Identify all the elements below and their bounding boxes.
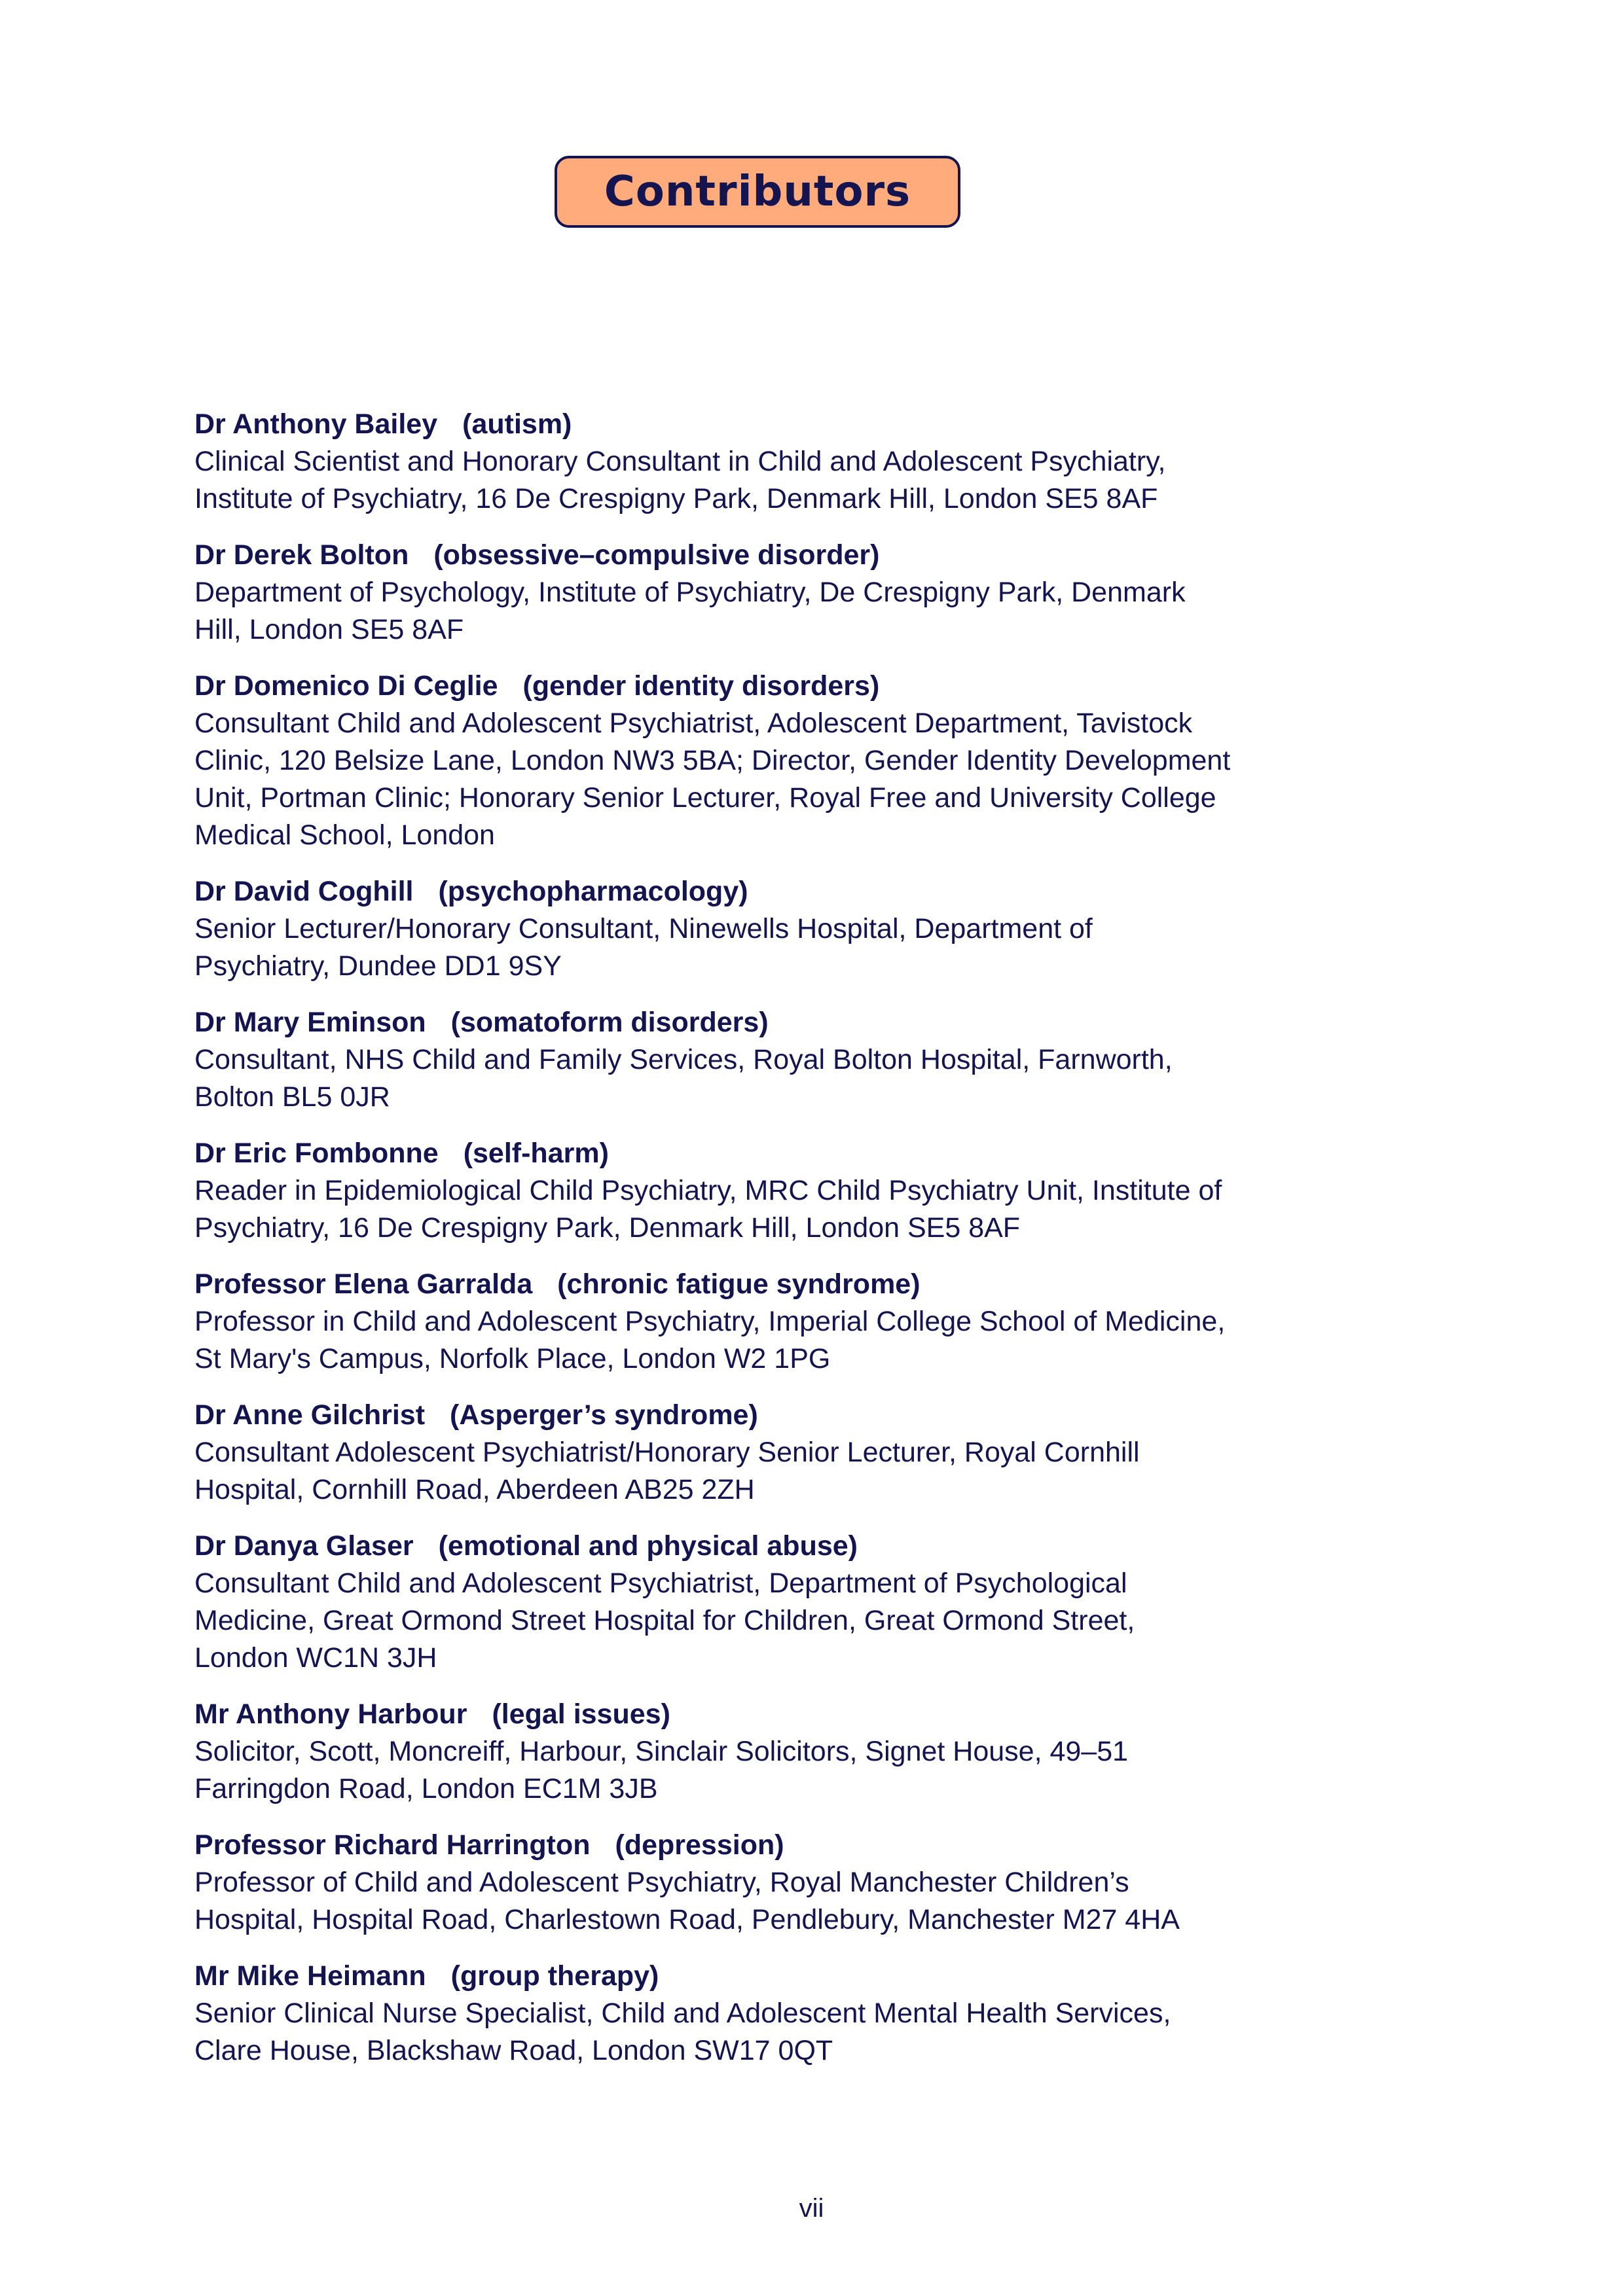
affiliation-line: Clare House, Blackshaw Road, London SW17 0QT — [194, 2035, 833, 2066]
affiliation-line: Hill, London SE5 8AF — [194, 614, 464, 645]
affiliation-line: Senior Lecturer/Honorary Consultant, Ninewells Hospital, Department of — [194, 913, 1093, 944]
affiliation-line: Consultant Child and Adolescent Psychiatrist, Department of Psychological — [194, 1568, 1127, 1599]
contributor-heading — [194, 1958, 1373, 1995]
contributor-topic: (group therapy) — [450, 1960, 659, 1992]
contributor-entry — [194, 406, 1373, 518]
contributor-name: Dr Eric Fombonne — [194, 1138, 439, 1169]
contributor-entry — [194, 1827, 1373, 1939]
contributor-entry — [194, 1397, 1373, 1509]
affiliation-line: Clinical Scientist and Honorary Consultant in Child and Adolescent Psychiatry, — [194, 446, 1166, 477]
contributor-topic: (chronic fatigue syndrome) — [557, 1268, 921, 1300]
contributor-affiliation — [194, 1995, 1373, 2070]
contributor-entry — [194, 1528, 1373, 1677]
contributor-heading — [194, 668, 1373, 705]
contributor-affiliation — [194, 910, 1373, 985]
contributor-name: Dr Mary Eminson — [194, 1007, 426, 1038]
affiliation-line: Hospital, Cornhill Road, Aberdeen AB25 2ZH — [194, 1474, 755, 1505]
contributor-topic: (self-harm) — [463, 1138, 609, 1169]
contributor-topic: (emotional and physical abuse) — [438, 1530, 858, 1562]
contributor-name: Professor Elena Garralda — [194, 1268, 533, 1300]
contributor-name: Dr Domenico Di Ceglie — [194, 670, 498, 702]
contributor-affiliation — [194, 705, 1373, 854]
affiliation-line: Senior Clinical Nurse Specialist, Child and Adolescent Mental Health Services, — [194, 1998, 1171, 2029]
contributor-heading — [194, 1266, 1373, 1303]
contributor-affiliation — [194, 1864, 1373, 1939]
contributor-name: Professor Richard Harrington — [194, 1829, 591, 1861]
contributor-topic: (Asperger’s syndrome) — [450, 1399, 758, 1431]
contributor-affiliation — [194, 443, 1373, 518]
affiliation-line: Department of Psychology, Institute of Psychiatry, De Crespigny Park, Denmark — [194, 577, 1186, 608]
contributor-heading — [194, 1004, 1373, 1041]
contributor-affiliation — [194, 1041, 1373, 1116]
affiliation-line: Consultant Adolescent Psychiatrist/Honorary Senior Lecturer, Royal Cornhill — [194, 1437, 1140, 1468]
contributor-heading — [194, 1827, 1373, 1864]
contributor-entry — [194, 1958, 1373, 2070]
contributor-topic: (obsessive–compulsive disorder) — [433, 539, 880, 571]
contributors-list — [194, 406, 1373, 2089]
contributor-affiliation — [194, 1303, 1373, 1378]
affiliation-line: Reader in Epidemiological Child Psychiatry, MRC Child Psychiatry Unit, Institute of — [194, 1175, 1222, 1206]
affiliation-line: Professor of Child and Adolescent Psychiatry, Royal Manchester Children’s — [194, 1867, 1129, 1898]
contributor-entry — [194, 1266, 1373, 1378]
contributor-entry — [194, 668, 1373, 854]
affiliation-line: Unit, Portman Clinic; Honorary Senior Lecturer, Royal Free and University College — [194, 782, 1216, 814]
affiliation-line: Farringdon Road, London EC1M 3JB — [194, 1773, 658, 1804]
contributor-name: Mr Mike Heimann — [194, 1960, 426, 1992]
contributor-affiliation — [194, 1565, 1373, 1677]
affiliation-line: Consultant, NHS Child and Family Services, Royal Bolton Hospital, Farnworth, — [194, 1044, 1173, 1075]
contributor-heading — [194, 1135, 1373, 1172]
contributor-entry — [194, 1696, 1373, 1808]
contributor-topic: (legal issues) — [492, 1698, 670, 1730]
affiliation-line: Medical School, London — [194, 819, 495, 851]
contributor-topic: (depression) — [615, 1829, 784, 1861]
contributor-affiliation — [194, 574, 1373, 649]
contributor-heading — [194, 537, 1373, 574]
contributor-affiliation — [194, 1733, 1373, 1808]
contributor-entry — [194, 873, 1373, 985]
title-box — [555, 156, 960, 228]
contributor-topic: (autism) — [462, 408, 572, 440]
contributor-heading — [194, 1397, 1373, 1434]
contributor-topic: (somatoform disorders) — [450, 1007, 769, 1038]
contributor-heading — [194, 406, 1373, 443]
affiliation-line: Bolton BL5 0JR — [194, 1081, 390, 1113]
contributor-entry — [194, 537, 1373, 649]
affiliation-line: Consultant Child and Adolescent Psychiatrist, Adolescent Department, Tavistock — [194, 708, 1193, 739]
contributor-heading — [194, 1528, 1373, 1565]
affiliation-line: Institute of Psychiatry, 16 De Crespigny Park, Denmark Hill, London SE5 8AF — [194, 483, 1158, 514]
affiliation-line: Solicitor, Scott, Moncreiff, Harbour, Sinclair Solicitors, Signet House, 49–51 — [194, 1736, 1129, 1767]
contributor-affiliation — [194, 1434, 1373, 1509]
contributor-entry — [194, 1135, 1373, 1247]
affiliation-line: Clinic, 120 Belsize Lane, London NW3 5BA; Director, Gender Identity Development — [194, 745, 1231, 776]
contributor-heading — [194, 873, 1373, 910]
contributor-heading — [194, 1696, 1373, 1733]
affiliation-line: St Mary's Campus, Norfolk Place, London W2 1PG — [194, 1343, 831, 1374]
affiliation-line: Psychiatry, Dundee DD1 9SY — [194, 950, 562, 982]
affiliation-line: London WC1N 3JH — [194, 1642, 437, 1674]
contributor-name: Mr Anthony Harbour — [194, 1698, 467, 1730]
contributor-affiliation — [194, 1172, 1373, 1247]
affiliation-line: Medicine, Great Ormond Street Hospital for Children, Great Ormond Street, — [194, 1605, 1135, 1636]
contributor-topic: (psychopharmacology) — [438, 876, 748, 907]
affiliation-line: Professor in Child and Adolescent Psychiatry, Imperial College School of Medicine, — [194, 1306, 1226, 1337]
contributor-name: Dr Danya Glaser — [194, 1530, 414, 1562]
contributor-entry — [194, 1004, 1373, 1116]
contributor-name: Dr Derek Bolton — [194, 539, 409, 571]
page-title: Contributors — [604, 168, 911, 216]
contributor-name: Dr Anne Gilchrist — [194, 1399, 426, 1431]
affiliation-line: Psychiatry, 16 De Crespigny Park, Denmark Hill, London SE5 8AF — [194, 1212, 1021, 1244]
contributor-topic: (gender identity disorders) — [522, 670, 880, 702]
contributor-name: Dr Anthony Bailey — [194, 408, 438, 440]
page-number: vii — [799, 2194, 824, 2223]
affiliation-line: Hospital, Hospital Road, Charlestown Road, Pendlebury, Manchester M27 4HA — [194, 1904, 1180, 1935]
contributor-name: Dr David Coghill — [194, 876, 414, 907]
